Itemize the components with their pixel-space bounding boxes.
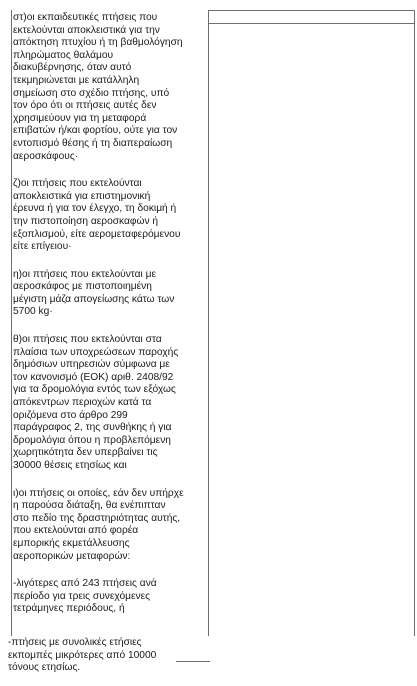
right-cell-inner-border [208,23,414,24]
paragraph-emissions: -πτήσεις με συνολικές ετήσιες εκπομπές μικρότερες από 10000 τόνους ετησίως. [8,637,157,674]
right-cell-top-border [208,10,414,11]
column-divider [208,10,209,636]
paragraph-i: η)οι πτήσεις που εκτελούνται με αεροσκάφος με πιστοποιημένη μέγιστη μάζα απογείωσης κάτω των 5700 kg· [13,268,175,318]
paragraph-th: θ)οι πτήσεις που εκτελούνται στα πλαίσια των υποχρεώσεων παροχής δημόσιων υπηρεσιών σύμφωνα με τον κανονισμό (ΕΟΚ) αριθ. 2408/92 για τα δρομολόγια εντός των εξόχως απόκεντρων περιοχών κατά τα οριζόμενα στο άρθρο 299 παράγραφος 2, της συνθήκης ή για δρομολόγια όπου η προβλεπόμενη χωρητικότητα δεν υπερβαίνει τις 30000 θέσεις ετησίως και [13,334,179,471]
underline-mark [176,661,210,662]
paragraph-st: στ)οι εκπαιδευτικές πτήσεις που εκτελούνται αποκλειστικά για την απόκτηση πτυχίου ή τη βαθμολόγηση πληρώματος θαλάμου διακυβέρνησης, όταν αυτό τεκμηριώνεται με κατάλληλη σημείωση στο σχέδιο πτήσης, υπό τον όρο ότι οι πτήσεις αυτές δεν χρησιμεύουν για τη μεταφορά επιβατών ή/και φορτίου, ούτε για τον εντοπισμό θέσης ή τη διαπεραίωση αεροσκάφους· [13,12,183,162]
paragraph-flights-count: -λιγότερες από 243 πτήσεις ανά περίοδο για τρεις συνεχόμενες τετράμηνες περιόδους, ή [13,578,157,615]
paragraph-iota: ι)οι πτήσεις οι οποίες, εάν δεν υπήρχε η παρούσα διάταξη, θα ενέπιπταν στο πεδίο της δραστηριότητας αυτής, που εκτελούνται από φορέα εμπορικής εκμετάλλευσης αεροπορικών μεταφορών: [13,487,184,562]
left-column-text [13,12,198,631]
paragraph-z: ζ)οι πτήσεις που εκτελούνται αποκλειστικά για επιστημονική έρευνα ή για τον έλεγχο, τη δοκιμή ή την πιστοποίηση αεροσκαφών ή εξοπλισμού, είτε αερομεταφερόμενου είτε επίγειου· [13,178,181,253]
